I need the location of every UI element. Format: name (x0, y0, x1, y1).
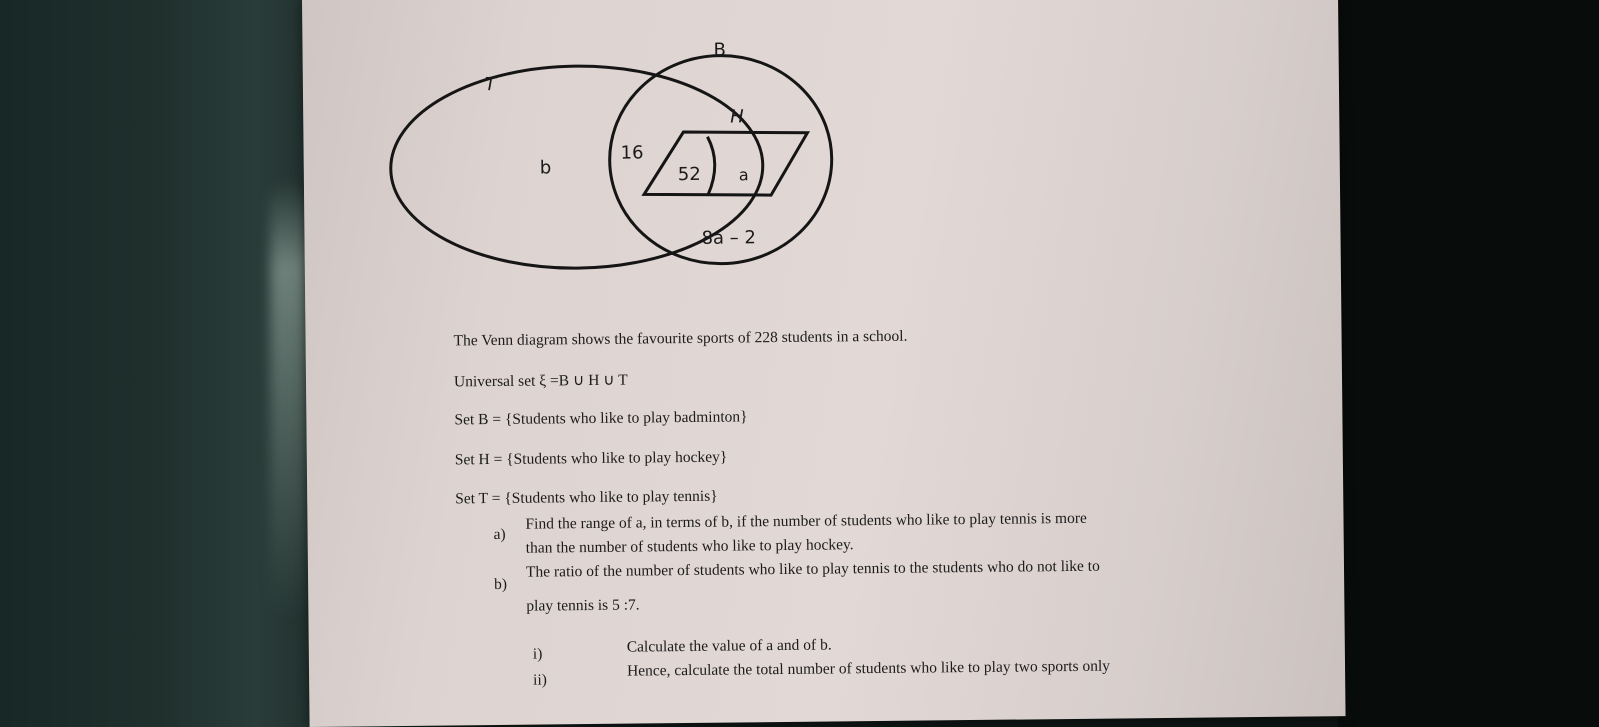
set-h-definition: Set H = {Students who like to play hockey} (454, 448, 728, 469)
question-b-i-marker: i) (532, 645, 543, 663)
venn-diagram (302, 0, 1341, 300)
region-t-b-h-value: 52 (677, 163, 701, 186)
set-t-definition: Set T = {Students who like to play tennis} (455, 487, 718, 508)
set-b-definition: Set B = {Students who like to play badminton} (454, 408, 748, 429)
region-t-and-b-value: 16 (620, 142, 644, 164)
set-t-label: T (484, 73, 497, 96)
worksheet-paper (302, 0, 1346, 727)
intro-text: The Venn diagram shows the favourite sports of 228 students in a school. (453, 327, 908, 350)
set-t-inner-arc (707, 137, 715, 195)
question-a-marker: a) (493, 525, 506, 544)
set-h-label: H (730, 106, 744, 128)
question-b-line-2: play tennis is 5 :7. (526, 596, 640, 615)
question-b-line-1: The ratio of the number of students who like to play tennis to the students who do not like to (525, 557, 1100, 581)
region-b-only-value: 8a – 2 (701, 227, 757, 249)
question-b-ii-text: Hence, calculate the total number of students who like to play two sports only (626, 657, 1111, 680)
question-b-i-text: Calculate the value of a and of b. (626, 636, 832, 656)
background-dark-area (1338, 0, 1599, 727)
set-h-parallelogram (643, 131, 808, 197)
region-b-h-value: a (738, 165, 749, 185)
question-b-ii-marker: ii) (533, 671, 548, 689)
question-a-line-1: Find the range of a, in terms of b, if the number of students who like to play tennis is more (525, 509, 1087, 533)
question-a-line-2: than the number of students who like to play hockey. (525, 536, 854, 557)
universal-set-definition: Universal set ξ =B ∪ H ∪ T (453, 371, 628, 391)
question-b-marker: b) (494, 575, 508, 594)
region-t-only-value: b (539, 157, 552, 179)
set-b-label: B (713, 39, 727, 61)
